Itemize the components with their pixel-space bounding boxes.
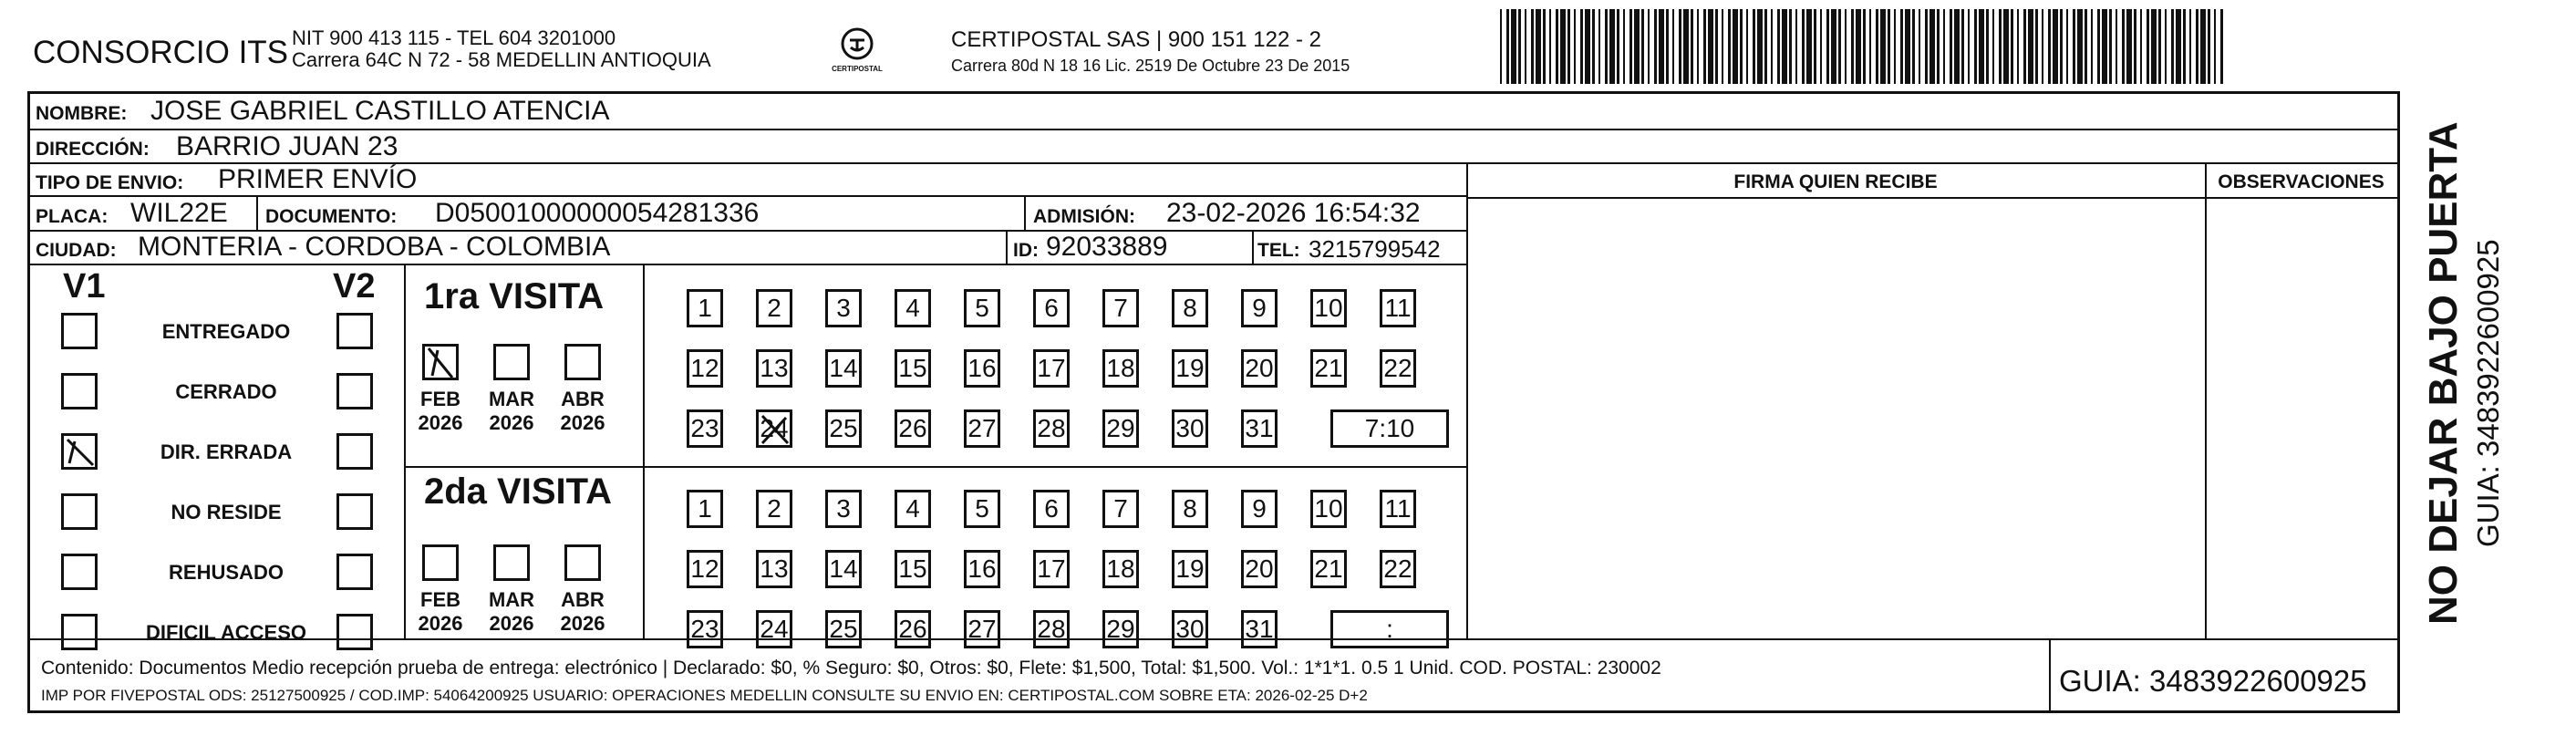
day-checkbox[interactable]: 14 xyxy=(825,349,862,388)
hand-mark-icon xyxy=(759,412,791,455)
day-checkbox[interactable]: 6 xyxy=(1033,289,1070,327)
barcode-bar xyxy=(1715,9,1718,84)
status-label: DIR. ERRADA xyxy=(160,440,293,463)
barcode-bar xyxy=(1961,9,1964,84)
second-visit-time[interactable]: : xyxy=(1330,610,1449,648)
month-label xyxy=(413,588,468,636)
footer-border xyxy=(30,638,2397,640)
divider xyxy=(1252,232,1254,265)
barcode-bar xyxy=(1500,9,1502,84)
admision-label: ADMISIÓN: xyxy=(1033,206,1135,227)
barcode-bar xyxy=(1617,9,1619,84)
barcode-bar xyxy=(1880,9,1886,84)
barcode-bar xyxy=(1869,9,1871,84)
barcode-bar xyxy=(1986,9,1989,84)
first-visit-time[interactable]: 7:10 xyxy=(1330,409,1449,448)
month-checkbox[interactable] xyxy=(493,344,530,380)
barcode-bar xyxy=(1845,9,1847,84)
v1-checkbox[interactable] xyxy=(61,614,98,650)
barcode-bar xyxy=(2134,9,2136,84)
barcode-bar xyxy=(1826,9,1829,84)
day-checkbox[interactable]: 24 xyxy=(756,610,792,648)
barcode-bar xyxy=(1641,9,1644,84)
barcode-bar xyxy=(2116,9,2117,84)
barcode-bar xyxy=(1666,9,1669,84)
day-checkbox[interactable]: 11 xyxy=(1380,289,1416,327)
tel-value: 3215799542 xyxy=(1309,235,1441,263)
barcode-bar xyxy=(2066,9,2068,84)
month-name: ABR xyxy=(561,588,605,611)
barcode-bar xyxy=(1888,9,1890,84)
barcode-bar xyxy=(1518,9,1521,84)
barcode-bar xyxy=(1567,9,1570,84)
day-checkbox[interactable]: 7 xyxy=(1102,289,1139,327)
barcode-bar xyxy=(1851,9,1854,84)
v2-checkbox[interactable] xyxy=(336,433,373,470)
carrier-name: CERTIPOSTAL SAS | 900 151 122 - 2 xyxy=(951,27,1321,52)
day-checkbox[interactable]: 12 xyxy=(687,550,723,588)
barcode-bar xyxy=(1831,9,1836,84)
barcode-bar xyxy=(1746,9,1748,84)
day-checkbox[interactable]: 8 xyxy=(1172,490,1208,528)
barcode-bar xyxy=(1954,9,1960,84)
barcode-bar xyxy=(1623,9,1625,84)
day-checkbox[interactable]: 1 xyxy=(687,490,723,528)
day-checkbox[interactable]: 26 xyxy=(895,409,931,448)
status-label: DIFICIL ACCESO xyxy=(145,621,306,644)
month-name: MAR xyxy=(488,588,535,611)
barcode-bar xyxy=(1992,9,1994,84)
day-checkbox[interactable]: 18 xyxy=(1102,550,1139,588)
barcode-bar xyxy=(1648,9,1650,84)
barcode-bar xyxy=(1543,9,1546,84)
barcode-bar xyxy=(1820,9,1822,84)
day-checkbox[interactable]: 13 xyxy=(756,550,792,588)
barcode-bar xyxy=(1777,9,1780,84)
day-checkbox[interactable]: 15 xyxy=(895,349,931,388)
barcode-bar xyxy=(2126,9,2132,84)
day-checkbox[interactable]: 2 xyxy=(756,490,792,528)
barcode-bar xyxy=(1556,9,1558,84)
second-visit-title: 2da VISITA xyxy=(424,471,612,512)
day-checkbox[interactable]: 3 xyxy=(825,490,862,528)
day-checkbox[interactable]: 21 xyxy=(1310,550,1347,588)
barcode-bar xyxy=(1876,9,1878,84)
barcode-bar xyxy=(1806,9,1812,84)
barcode-bar xyxy=(2151,9,2157,84)
row-tipo xyxy=(30,164,1466,197)
barcode-bar xyxy=(1659,9,1664,84)
v2-checkbox[interactable] xyxy=(336,373,373,409)
barcode-bar xyxy=(1679,9,1681,84)
barcode-bar xyxy=(1560,9,1566,84)
carrier-logo-icon xyxy=(839,26,875,62)
day-checkbox[interactable]: 10 xyxy=(1310,490,1347,528)
visit-divider xyxy=(404,466,1466,468)
month-year: 2026 xyxy=(418,411,463,434)
barcode-bar xyxy=(1536,9,1541,84)
delivery-form xyxy=(27,91,2400,713)
barcode-bar xyxy=(1592,9,1595,84)
month-checkbox[interactable] xyxy=(422,544,459,581)
months-divider xyxy=(643,265,645,638)
nombre-label: NOMBRE: xyxy=(36,103,128,124)
barcode-bar xyxy=(2109,9,2112,84)
footer-line2: IMP POR FIVEPOSTAL ODS: 25127500925 / COD.IMP: 54064200925 USUARIO: OPERACIONES MEDELLIN CONSULTE SU ENVIO EN: CERTIPOSTAL.COM SOBRE ETA: 2026-02-25 D+2 xyxy=(41,687,1368,704)
barcode-bar xyxy=(1598,9,1600,84)
observaciones-column-border xyxy=(2205,164,2207,638)
footer-line1: Contenido: Documentos Medio recepción prueba de entrega: electrónico | Declarado: $0, % Seguro: $0, Otros: $0, Flete: $1,500, Total: $1,500. Vol.: 1*1*1. 0.5 1 Unid. COD. POSTAL: 230002 xyxy=(41,658,1661,679)
day-checkbox[interactable]: 5 xyxy=(964,289,1000,327)
barcode-bar xyxy=(1802,9,1805,84)
direccion-value: BARRIO JUAN 23 xyxy=(176,131,398,161)
barcode-bar xyxy=(1894,9,1896,84)
status-label: ENTREGADO xyxy=(161,320,291,343)
barcode-bar xyxy=(1979,9,1984,84)
barcode-bar xyxy=(1740,9,1743,84)
day-checkbox[interactable]: 23 xyxy=(687,610,723,648)
barcode-bar xyxy=(1703,9,1706,84)
barcode-bar xyxy=(2011,9,2013,84)
side-warning: NO DEJAR BAJO PUERTA xyxy=(2421,121,2466,625)
month-name: FEB xyxy=(420,588,460,611)
day-checkbox[interactable]: 20 xyxy=(1241,550,1278,588)
day-checkbox[interactable]: 21 xyxy=(1310,349,1347,388)
day-checkbox[interactable]: 9 xyxy=(1241,490,1278,528)
v1-checkbox[interactable] xyxy=(61,373,98,409)
day-checkbox[interactable]: 14 xyxy=(825,550,862,588)
month-label xyxy=(555,388,610,435)
barcode-bar xyxy=(2189,9,2191,84)
month-label xyxy=(555,588,610,636)
day-checkbox[interactable]: 13 xyxy=(756,349,792,388)
day-checkbox[interactable]: 17 xyxy=(1033,550,1070,588)
day-checkbox[interactable]: 28 xyxy=(1033,409,1070,448)
company-info xyxy=(292,27,711,71)
id-label: ID: xyxy=(1013,240,1039,261)
divider xyxy=(1006,232,1008,265)
barcode-bar xyxy=(2053,9,2058,84)
barcode-bar xyxy=(2196,9,2198,84)
day-checkbox[interactable]: 31 xyxy=(1241,610,1278,648)
barcode-bar xyxy=(2003,9,2009,84)
day-checkbox[interactable]: 15 xyxy=(895,550,931,588)
day-checkbox[interactable]: 1 xyxy=(687,289,723,327)
day-checkbox[interactable]: 22 xyxy=(1380,550,1416,588)
v2-checkbox[interactable] xyxy=(336,493,373,530)
status-label: CERRADO xyxy=(175,380,277,403)
barcode-bar xyxy=(1999,9,2002,84)
carrier-logo xyxy=(825,26,889,73)
barcode-bar xyxy=(2035,9,2038,84)
admision-value: 23-02-2026 16:54:32 xyxy=(1166,198,1421,228)
day-checkbox[interactable]: 25 xyxy=(825,409,862,448)
barcode-bar xyxy=(1912,9,1915,84)
barcode-bar xyxy=(1771,9,1773,84)
carrier-logo-text: CERTIPOSTAL xyxy=(832,65,883,73)
v1-checkbox[interactable] xyxy=(61,433,98,470)
guia-spacer xyxy=(2046,638,2397,639)
day-checkbox[interactable]: 9 xyxy=(1241,289,1278,327)
month-year: 2026 xyxy=(560,411,605,434)
barcode-bar xyxy=(1708,9,1713,84)
barcode-bar xyxy=(1691,9,1693,84)
day-checkbox[interactable]: 2 xyxy=(756,289,792,327)
barcode-bar xyxy=(2183,9,2186,84)
row-nombre xyxy=(30,94,2397,130)
month-label xyxy=(484,388,539,435)
barcode-bar xyxy=(2060,9,2063,84)
barcode-bar xyxy=(1531,9,1534,84)
firma-column-border xyxy=(1466,164,1468,638)
barcode-bar xyxy=(1574,9,1576,84)
day-checkbox[interactable]: 5 xyxy=(964,490,1000,528)
v2-checkbox[interactable] xyxy=(336,313,373,349)
month-name: ABR xyxy=(561,388,605,410)
barcode-bar xyxy=(1950,9,1952,84)
day-checkbox[interactable]: 3 xyxy=(825,289,862,327)
firma-header: FIRMA QUIEN RECIBE xyxy=(1733,171,1938,192)
barcode-bar xyxy=(1814,9,1816,84)
barcode-bar xyxy=(2077,9,2083,84)
day-checkbox[interactable]: 10 xyxy=(1310,289,1347,327)
hand-mark-icon xyxy=(425,347,458,379)
day-checkbox[interactable]: 22 xyxy=(1380,349,1416,388)
column-header-border xyxy=(1466,197,2397,199)
direccion-label: DIRECCIÓN: xyxy=(36,139,150,160)
barcode-bar xyxy=(2091,9,2093,84)
barcode-bar xyxy=(1782,9,1787,84)
barcode-bar xyxy=(1506,9,1509,84)
day-checkbox[interactable]: 7 xyxy=(1102,490,1139,528)
barcode-bar xyxy=(1856,9,1861,84)
first-visit-title: 1ra VISITA xyxy=(424,276,605,316)
barcode-bar xyxy=(1764,9,1767,84)
barcode-bar xyxy=(1753,9,1755,84)
month-label xyxy=(484,588,539,636)
tel-label: TEL: xyxy=(1257,240,1300,261)
barcode-bar xyxy=(1905,9,1910,84)
barcode-bar xyxy=(1974,9,1977,84)
month-year: 2026 xyxy=(489,411,534,434)
month-checkbox[interactable] xyxy=(422,344,459,380)
divider xyxy=(1024,197,1026,232)
day-checkbox[interactable]: 30 xyxy=(1172,610,1208,648)
placa-label: PLACA: xyxy=(36,206,109,227)
day-checkbox[interactable]: 25 xyxy=(825,610,862,648)
status-label: REHUSADO xyxy=(169,561,284,584)
barcode-bar xyxy=(1863,9,1866,84)
barcode-bar xyxy=(1549,9,1551,84)
barcode-bar xyxy=(2028,9,2033,84)
barcode-bar xyxy=(1672,9,1674,84)
company-name: CONSORCIO ITS xyxy=(33,35,289,70)
day-checkbox[interactable]: 4 xyxy=(895,490,931,528)
barcode-bar xyxy=(2147,9,2149,84)
carrier-address: Carrera 80d N 18 16 Lic. 2519 De Octubre 23 De 2015 xyxy=(951,57,1350,75)
barcode-bar xyxy=(1683,9,1689,84)
barcode-bar xyxy=(1609,9,1615,84)
barcode-bar xyxy=(1605,9,1608,84)
month-year: 2026 xyxy=(489,612,534,635)
month-checkbox[interactable] xyxy=(493,544,530,581)
day-checkbox[interactable]: 29 xyxy=(1102,610,1139,648)
day-checkbox[interactable]: 19 xyxy=(1172,550,1208,588)
barcode-bar xyxy=(1733,9,1738,84)
barcode-bar xyxy=(2122,9,2125,84)
day-checkbox[interactable]: 26 xyxy=(895,610,931,648)
barcode-bar xyxy=(1654,9,1657,84)
footer-guia: GUIA: 3483922600925 xyxy=(2059,664,2367,698)
company-nit: NIT 900 413 115 - TEL 604 3201000 xyxy=(292,26,616,49)
v2-checkbox[interactable] xyxy=(336,614,373,650)
v2-checkbox[interactable] xyxy=(336,554,373,590)
v1-checkbox[interactable] xyxy=(61,493,98,530)
barcode-bar xyxy=(1722,9,1723,84)
barcode-bar xyxy=(2048,9,2051,84)
barcode-bar xyxy=(1968,9,1970,84)
barcode-bar xyxy=(1697,9,1699,84)
side-guia: GUIA: 3483922600925 xyxy=(2471,239,2505,547)
v2-header: V2 xyxy=(333,267,376,306)
v1-checkbox[interactable] xyxy=(61,554,98,590)
barcode-bar xyxy=(2017,9,2019,84)
status-divider xyxy=(404,265,406,638)
barcode-bar xyxy=(2165,9,2167,84)
v1-header: V1 xyxy=(63,267,106,306)
barcode xyxy=(1500,9,2229,84)
barcode-bar xyxy=(2158,9,2161,84)
company-address: Carrera 64C N 72 - 58 MEDELLIN ANTIOQUIA xyxy=(292,48,711,71)
barcode-bar xyxy=(1929,9,1935,84)
barcode-bar xyxy=(2220,9,2223,84)
barcode-bar xyxy=(2042,9,2043,84)
ciudad-value: MONTERIA - CORDOBA - COLOMBIA xyxy=(138,232,611,262)
barcode-bar xyxy=(1937,9,1940,84)
day-checkbox[interactable]: 31 xyxy=(1241,409,1278,448)
barcode-bar xyxy=(2073,9,2075,84)
day-checkbox[interactable]: 12 xyxy=(687,349,723,388)
id-value: 92033889 xyxy=(1046,232,1168,262)
barcode-bar xyxy=(2176,9,2181,84)
placa-value: WIL22E xyxy=(130,198,228,228)
barcode-bar xyxy=(2023,9,2026,84)
month-name: MAR xyxy=(488,388,535,410)
day-checkbox[interactable]: 16 xyxy=(964,550,1000,588)
barcode-bar xyxy=(1525,9,1526,84)
barcode-bar xyxy=(1511,9,1516,84)
month-checkbox[interactable] xyxy=(564,344,601,380)
barcode-bar xyxy=(1900,9,1903,84)
day-checkbox[interactable]: 30 xyxy=(1172,409,1208,448)
day-checkbox[interactable]: 23 xyxy=(687,409,723,448)
barcode-bar xyxy=(2140,9,2142,84)
barcode-bar xyxy=(1585,9,1590,84)
day-checkbox[interactable]: 27 xyxy=(964,409,1000,448)
hand-mark-icon xyxy=(64,436,97,469)
barcode-bar xyxy=(1789,9,1792,84)
month-label xyxy=(413,388,468,435)
day-checkbox[interactable]: 27 xyxy=(964,610,1000,648)
documento-label: DOCUMENTO: xyxy=(265,206,398,227)
barcode-bar xyxy=(2200,9,2206,84)
month-name: FEB xyxy=(420,388,460,410)
nombre-value: JOSE GABRIEL CASTILLO ATENCIA xyxy=(150,96,610,126)
tipo-value: PRIMER ENVÍO xyxy=(218,164,418,194)
day-checkbox[interactable]: 20 xyxy=(1241,349,1278,388)
barcode-bar xyxy=(2208,9,2210,84)
barcode-bar xyxy=(2214,9,2216,84)
barcode-bar xyxy=(1943,9,1945,84)
day-checkbox[interactable]: 6 xyxy=(1033,490,1070,528)
barcode-bar xyxy=(1919,9,1920,84)
barcode-bar xyxy=(2085,9,2087,84)
barcode-bar xyxy=(1925,9,1928,84)
day-checkbox[interactable]: 8 xyxy=(1172,289,1208,327)
barcode-bar xyxy=(1629,9,1632,84)
day-checkbox[interactable]: 28 xyxy=(1033,610,1070,648)
day-checkbox[interactable]: 17 xyxy=(1033,349,1070,388)
day-checkbox[interactable]: 16 xyxy=(964,349,1000,388)
observaciones-header: OBSERVACIONES xyxy=(2218,171,2385,192)
day-checkbox[interactable]: 4 xyxy=(895,289,931,327)
day-checkbox[interactable]: 24 xyxy=(756,409,792,448)
divider xyxy=(256,197,258,232)
v1-checkbox[interactable] xyxy=(61,313,98,349)
day-checkbox[interactable]: 19 xyxy=(1172,349,1208,388)
barcode-bar xyxy=(1795,9,1797,84)
barcode-bar xyxy=(1838,9,1841,84)
day-checkbox[interactable]: 29 xyxy=(1102,409,1139,448)
status-label: NO RESIDE xyxy=(171,501,282,523)
barcode-bar xyxy=(1634,9,1640,84)
documento-value: D05001000000054281336 xyxy=(435,198,760,228)
carrier-info xyxy=(951,27,1350,76)
footer-divider xyxy=(2049,638,2051,713)
month-year: 2026 xyxy=(418,612,463,635)
day-checkbox[interactable]: 18 xyxy=(1102,349,1139,388)
barcode-bar xyxy=(2097,9,2100,84)
barcode-bar xyxy=(1728,9,1731,84)
month-year: 2026 xyxy=(560,612,605,635)
row-direccion xyxy=(30,130,2397,164)
day-checkbox[interactable]: 11 xyxy=(1380,490,1416,528)
barcode-bar xyxy=(2171,9,2174,84)
month-checkbox[interactable] xyxy=(564,544,601,581)
barcode-bar xyxy=(1580,9,1583,84)
row-placa xyxy=(30,197,1466,232)
row-ciudad xyxy=(30,232,1466,265)
tipo-label: TIPO DE ENVIO: xyxy=(36,172,184,193)
ciudad-label: CIUDAD: xyxy=(36,240,117,261)
barcode-bar xyxy=(2102,9,2107,84)
barcode-bar xyxy=(1757,9,1763,84)
